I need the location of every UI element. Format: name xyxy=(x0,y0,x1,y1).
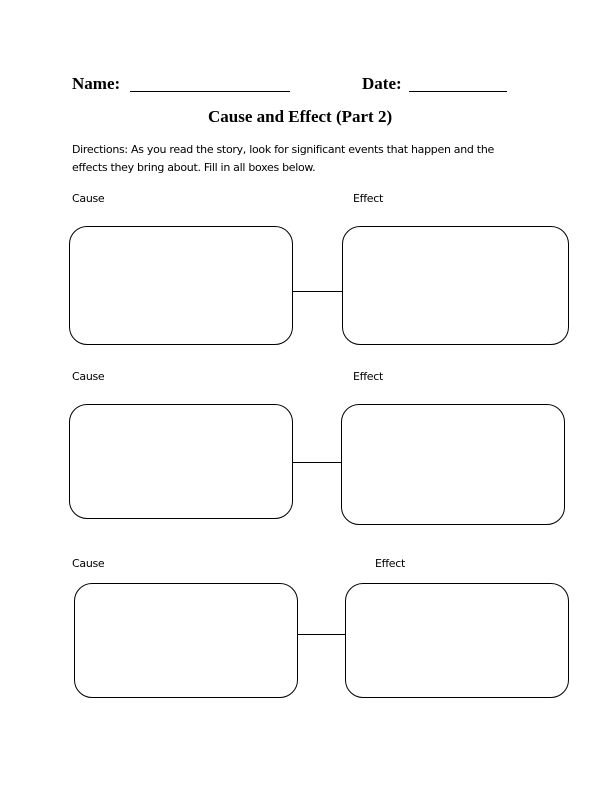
cause-label-3: Cause xyxy=(72,557,105,570)
cause-box-2[interactable] xyxy=(69,404,293,519)
cause-box-3[interactable] xyxy=(74,583,298,698)
effect-label-1: Effect xyxy=(353,192,384,205)
effect-box-2[interactable] xyxy=(341,404,565,525)
effect-label-2: Effect xyxy=(353,370,384,383)
page-title: Cause and Effect (Part 2) xyxy=(208,107,393,126)
connector-line-1 xyxy=(292,291,342,292)
cause-label-1: Cause xyxy=(72,192,105,205)
effect-box-3[interactable] xyxy=(345,583,569,698)
date-label: Date: xyxy=(362,74,402,93)
cause-label-2: Cause xyxy=(72,370,105,383)
effect-label-3: Effect xyxy=(375,557,406,570)
directions-line-1: Directions: As you read the story, look for significant events that happen and the xyxy=(72,143,494,156)
effect-box-1[interactable] xyxy=(342,226,569,345)
name-label: Name: xyxy=(72,74,121,93)
connector-line-3 xyxy=(297,634,346,635)
directions-line-2: effects they bring about. Fill in all boxes below. xyxy=(72,161,316,174)
name-field[interactable] xyxy=(130,91,290,92)
date-field[interactable] xyxy=(409,91,507,92)
cause-box-1[interactable] xyxy=(69,226,293,345)
connector-line-2 xyxy=(292,462,342,463)
